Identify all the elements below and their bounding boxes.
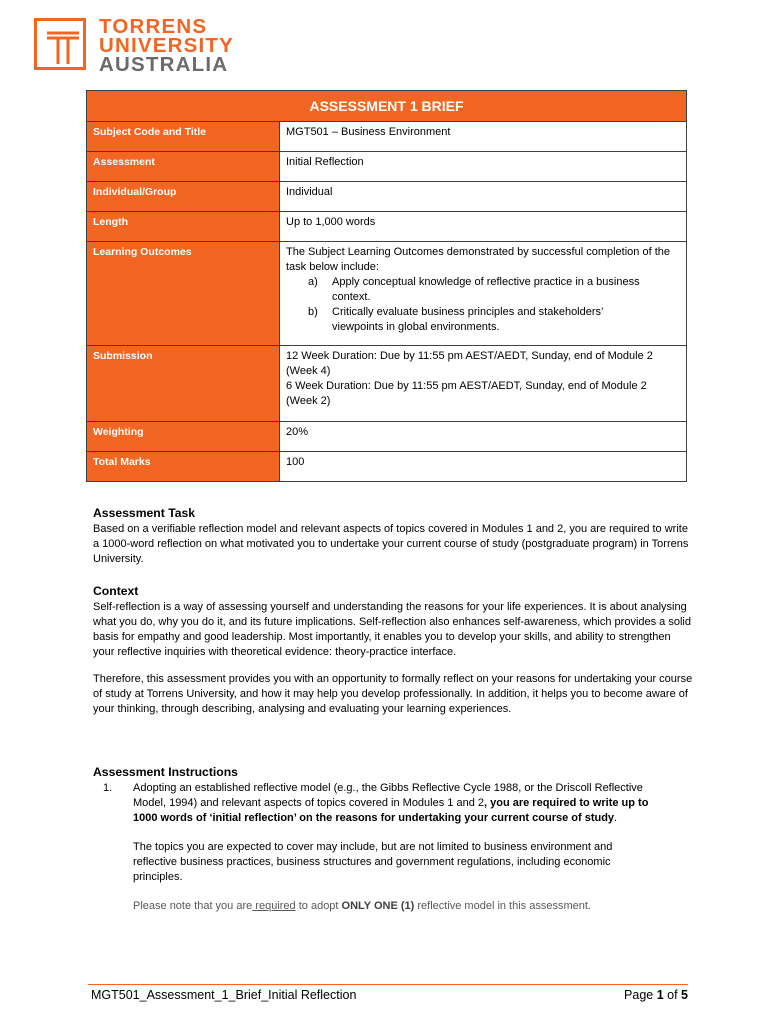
instruction-number: 1.	[103, 782, 113, 794]
context-paragraph-2: Therefore, this assessment provides you with an opportunity to formally reflect on your reasons for undertaking your course of study at Torrens University, and how it may help you develop professionally. In addition, it helps you to become aware of your thinking, through describing, analysing and evaluating your learning experiences.	[93, 673, 693, 715]
instruction-item	[93, 781, 693, 914]
instruction-text-end: .	[614, 812, 618, 824]
footer-of-word: of	[663, 988, 682, 1002]
row-label-learning-outcomes: Learning Outcomes	[87, 242, 280, 346]
footer-document-name: MGT501_Assessment_1_Brief_Initial Reflection	[91, 988, 357, 1002]
footer-page-current: 1	[656, 988, 664, 1002]
row-value-individual-group: Individual	[280, 182, 687, 212]
outcome-text: Critically evaluate business principles and stakeholders’ viewpoints in global environments.	[332, 306, 604, 333]
learning-outcomes-intro: The Subject Learning Outcomes demonstrated by successful completion of the task below include:	[286, 246, 670, 273]
assessment-task-section	[93, 505, 693, 567]
instructions-section	[93, 764, 693, 914]
assessment-brief-table	[86, 90, 687, 482]
row-label-weighting: Weighting	[87, 422, 280, 452]
row-value-subject: MGT501 – Business Environment	[280, 122, 687, 152]
row-label-length: Length	[87, 212, 280, 242]
logo-line-3: AUSTRALIA	[99, 53, 229, 76]
assessment-task-heading: Assessment Task	[93, 506, 196, 520]
note-prefix: Please note that you are	[133, 900, 253, 912]
row-label-total-marks: Total Marks	[87, 452, 280, 482]
outcome-item	[308, 275, 680, 305]
outcome-marker: b)	[308, 306, 318, 318]
note-mid: to adopt	[295, 900, 342, 912]
row-value-length: Up to 1,000 words	[280, 212, 687, 242]
footer-page-total: 5	[681, 988, 688, 1002]
university-logo	[34, 15, 244, 78]
footer-divider	[88, 984, 688, 985]
row-label-individual-group: Individual/Group	[87, 182, 280, 212]
outcome-item	[308, 305, 680, 335]
logo-line-2: UNIVERSITY	[99, 34, 235, 57]
note-required: required	[252, 900, 296, 912]
note-bold: ONLY ONE (1)	[341, 900, 415, 912]
logo-t-icon	[37, 21, 89, 73]
instruction-topics: The topics you are expected to cover may include, but are not limited to business environment and reflective business practices, business structures and government regulations, including economic principles.	[133, 841, 613, 883]
outcome-text: Apply conceptual knowledge of reflective practice in a business context.	[332, 276, 640, 303]
row-value-total-marks: 100	[280, 452, 687, 482]
instruction-text-plain: Adopting an established reflective model (e.g., the Gibbs Reflective Cycle 1988, or the Driscoll Reflective Model, 1994) and relevant aspects of topics covered in Modules 1 and 2	[133, 782, 643, 809]
context-heading: Context	[93, 584, 139, 598]
brief-title: ASSESSMENT 1 BRIEF	[87, 91, 687, 122]
context-paragraph-1: Self-reflection is a way of assessing yourself and understanding the reasons for your life experiences. It is about analysing what you do, why you do it, and its future implications. Self-reflection also enhances self-awareness, which provides a solid basis for empathy and good leadership. Most importantly, it enables you to develop your skills, and ability to strengthen your reflective inquiries with theoretical evidence: theory-practice interface.	[93, 601, 691, 658]
row-label-subject: Subject Code and Title	[87, 122, 280, 152]
row-value-assessment: Initial Reflection	[280, 152, 687, 182]
row-value-learning-outcomes	[280, 242, 687, 346]
footer-page-word: Page	[624, 988, 657, 1002]
instruction-body	[133, 781, 653, 914]
row-label-assessment: Assessment	[87, 152, 280, 182]
submission-line: 6 Week Duration: Due by 11:55 pm AEST/AEDT, Sunday, end of Module 2 (Week 2)	[286, 380, 647, 407]
instruction-text-bold: , you are required to write up to 1000 words of ‘initial reflection’ on the reasons for undertaking your current course of study	[133, 797, 649, 824]
submission-line: 12 Week Duration: Due by 11:55 pm AEST/AEDT, Sunday, end of Module 2 (Week 4)	[286, 350, 653, 377]
instruction-note	[133, 899, 653, 914]
logo-wordmark	[99, 17, 234, 74]
logo-mark	[34, 18, 86, 70]
note-suffix: reflective model in this assessment.	[414, 900, 591, 912]
row-value-weighting: 20%	[280, 422, 687, 452]
row-value-submission	[280, 346, 687, 422]
assessment-task-text: Based on a verifiable reflection model and relevant aspects of topics covered in Modules 1 and 2, you are required to write a 1000-word reflection on what motivated you to undertake your current course of study (postgraduate program) in Torrens University.	[93, 523, 689, 565]
instructions-heading: Assessment Instructions	[93, 765, 238, 779]
row-label-submission: Submission	[87, 346, 280, 422]
logo-line-1: TORRENS	[99, 15, 208, 38]
instruction-text	[133, 781, 653, 826]
context-section	[93, 583, 693, 717]
footer-page-number	[624, 988, 688, 1002]
outcome-marker: a)	[308, 276, 318, 288]
